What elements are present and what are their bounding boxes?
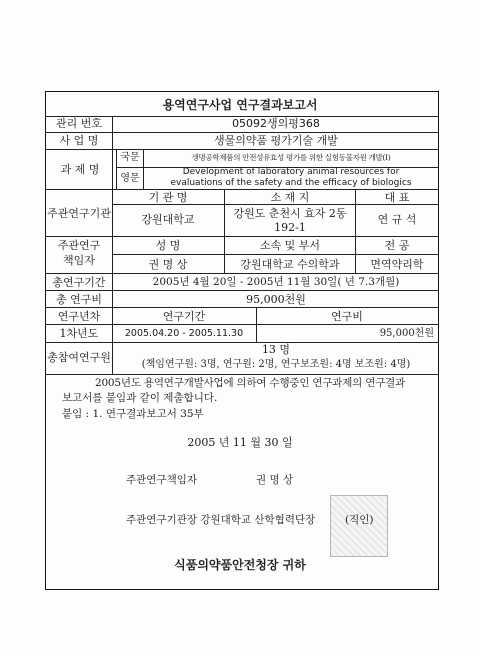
row-divider bbox=[45, 324, 439, 325]
signer-name: 권 명 상 bbox=[256, 474, 294, 486]
attachment-note: 붙임 : 1. 연구결과보고서 35부 bbox=[62, 408, 204, 420]
researcher-dept: 강원대학교 수의학과 bbox=[240, 258, 340, 271]
row-divider bbox=[112, 254, 439, 255]
column-divider bbox=[112, 116, 113, 374]
researcher-label-line1: 주관연구 bbox=[57, 239, 101, 252]
seal-mark: (직인) bbox=[345, 514, 374, 526]
yearly-label: 연구년차 bbox=[57, 310, 101, 323]
column-divider bbox=[116, 149, 117, 189]
total-budget-label: 총 연구비 bbox=[55, 293, 103, 306]
row-divider bbox=[45, 342, 439, 343]
participants-label: 총참여연구원 bbox=[47, 351, 111, 364]
statement-line2: 보고서를 붙임과 같이 제출합니다. bbox=[62, 392, 218, 404]
yearly-row-label: 1차년도 bbox=[59, 327, 99, 340]
row-divider bbox=[112, 204, 439, 205]
yearly-period-header: 연구기간 bbox=[162, 310, 206, 323]
row-divider bbox=[45, 290, 439, 291]
institution-name-header: 기 관 명 bbox=[148, 191, 188, 204]
institution-head: 주관연구기관장 강원대학교 산학협력단장 bbox=[126, 514, 316, 526]
column-divider bbox=[256, 307, 257, 342]
row-divider bbox=[45, 236, 439, 237]
researcher-name: 권 명 상 bbox=[148, 258, 188, 271]
institution-address-header: 소 재 지 bbox=[270, 191, 310, 204]
project-label: 사 업 명 bbox=[59, 134, 99, 147]
mgmt-no-value: 05092생의평368 bbox=[232, 117, 320, 130]
task-en-value-line2: evaluations of the safety and the efficacy of biologics bbox=[170, 178, 412, 188]
column-divider bbox=[224, 189, 225, 273]
column-divider bbox=[355, 189, 356, 273]
institution-name: 강원대학교 bbox=[141, 213, 195, 226]
official-seal bbox=[330, 495, 388, 557]
researcher-name-header: 성 명 bbox=[155, 239, 181, 252]
institution-rep-header: 대 표 bbox=[384, 191, 410, 204]
mgmt-no-label: 관리 번호 bbox=[55, 117, 103, 130]
task-en-value-line1: Development of laboratory animal resources for bbox=[182, 167, 400, 177]
yearly-row-budget: 95,000천원 bbox=[379, 328, 434, 339]
researcher-major: 면역약리학 bbox=[370, 258, 424, 271]
row-divider bbox=[45, 189, 439, 190]
addressee: 식품의약품안전청장 귀하 bbox=[174, 558, 306, 572]
task-label: 과 제 명 bbox=[60, 163, 100, 176]
report-title: 용역연구사업 연구결과보고서 bbox=[162, 98, 318, 112]
institution-address-line1: 강원도 춘천시 효자 2동 bbox=[233, 207, 347, 220]
yearly-row-period: 2005.04.20 - 2005.11.30 bbox=[124, 328, 244, 339]
total-budget-value: 95,000천원 bbox=[246, 293, 306, 306]
researcher-major-header: 전 공 bbox=[384, 239, 410, 252]
row-divider bbox=[45, 132, 439, 133]
institution-label: 주관연구기관 bbox=[47, 207, 111, 220]
column-divider bbox=[143, 149, 144, 189]
statement-line1: 2005년도 용역연구개발사업에 의하여 수행중인 연구과제의 연구결과 bbox=[94, 377, 406, 389]
researcher-label-line2: 책임자 bbox=[63, 254, 95, 267]
project-value: 생물의약품 평가기술 개발 bbox=[214, 134, 338, 147]
yearly-budget-header: 연구비 bbox=[331, 310, 363, 323]
researcher-dept-header: 소속 및 부서 bbox=[259, 239, 321, 252]
participants-detail: (책임연구원: 3명, 연구원: 2명, 연구보조원: 4명 보조원: 4명) bbox=[141, 359, 411, 370]
task-en-label: 영문 bbox=[120, 173, 140, 184]
participants-count: 13 명 bbox=[261, 343, 291, 356]
row-divider bbox=[45, 149, 439, 150]
institution-rep: 연 규 석 bbox=[377, 213, 417, 226]
task-ko-value: 생명공학제품의 안전성유효성 평가를 위한 실험동물자원 개발(I) bbox=[191, 153, 391, 162]
period-value: 2005년 4월 20일 - 2005년 11월 30일( 년 7.3개월) bbox=[152, 276, 400, 288]
institution-address-line2: 192-1 bbox=[274, 221, 306, 234]
row-divider bbox=[45, 273, 439, 274]
period-label: 총연구기간 bbox=[52, 276, 106, 289]
submission-date: 2005 년 11 월 30 일 bbox=[187, 436, 293, 449]
task-ko-label: 국문 bbox=[120, 152, 140, 163]
signer-label: 주관연구책임자 bbox=[126, 474, 198, 486]
row-divider bbox=[45, 307, 439, 308]
row-divider bbox=[45, 374, 439, 375]
